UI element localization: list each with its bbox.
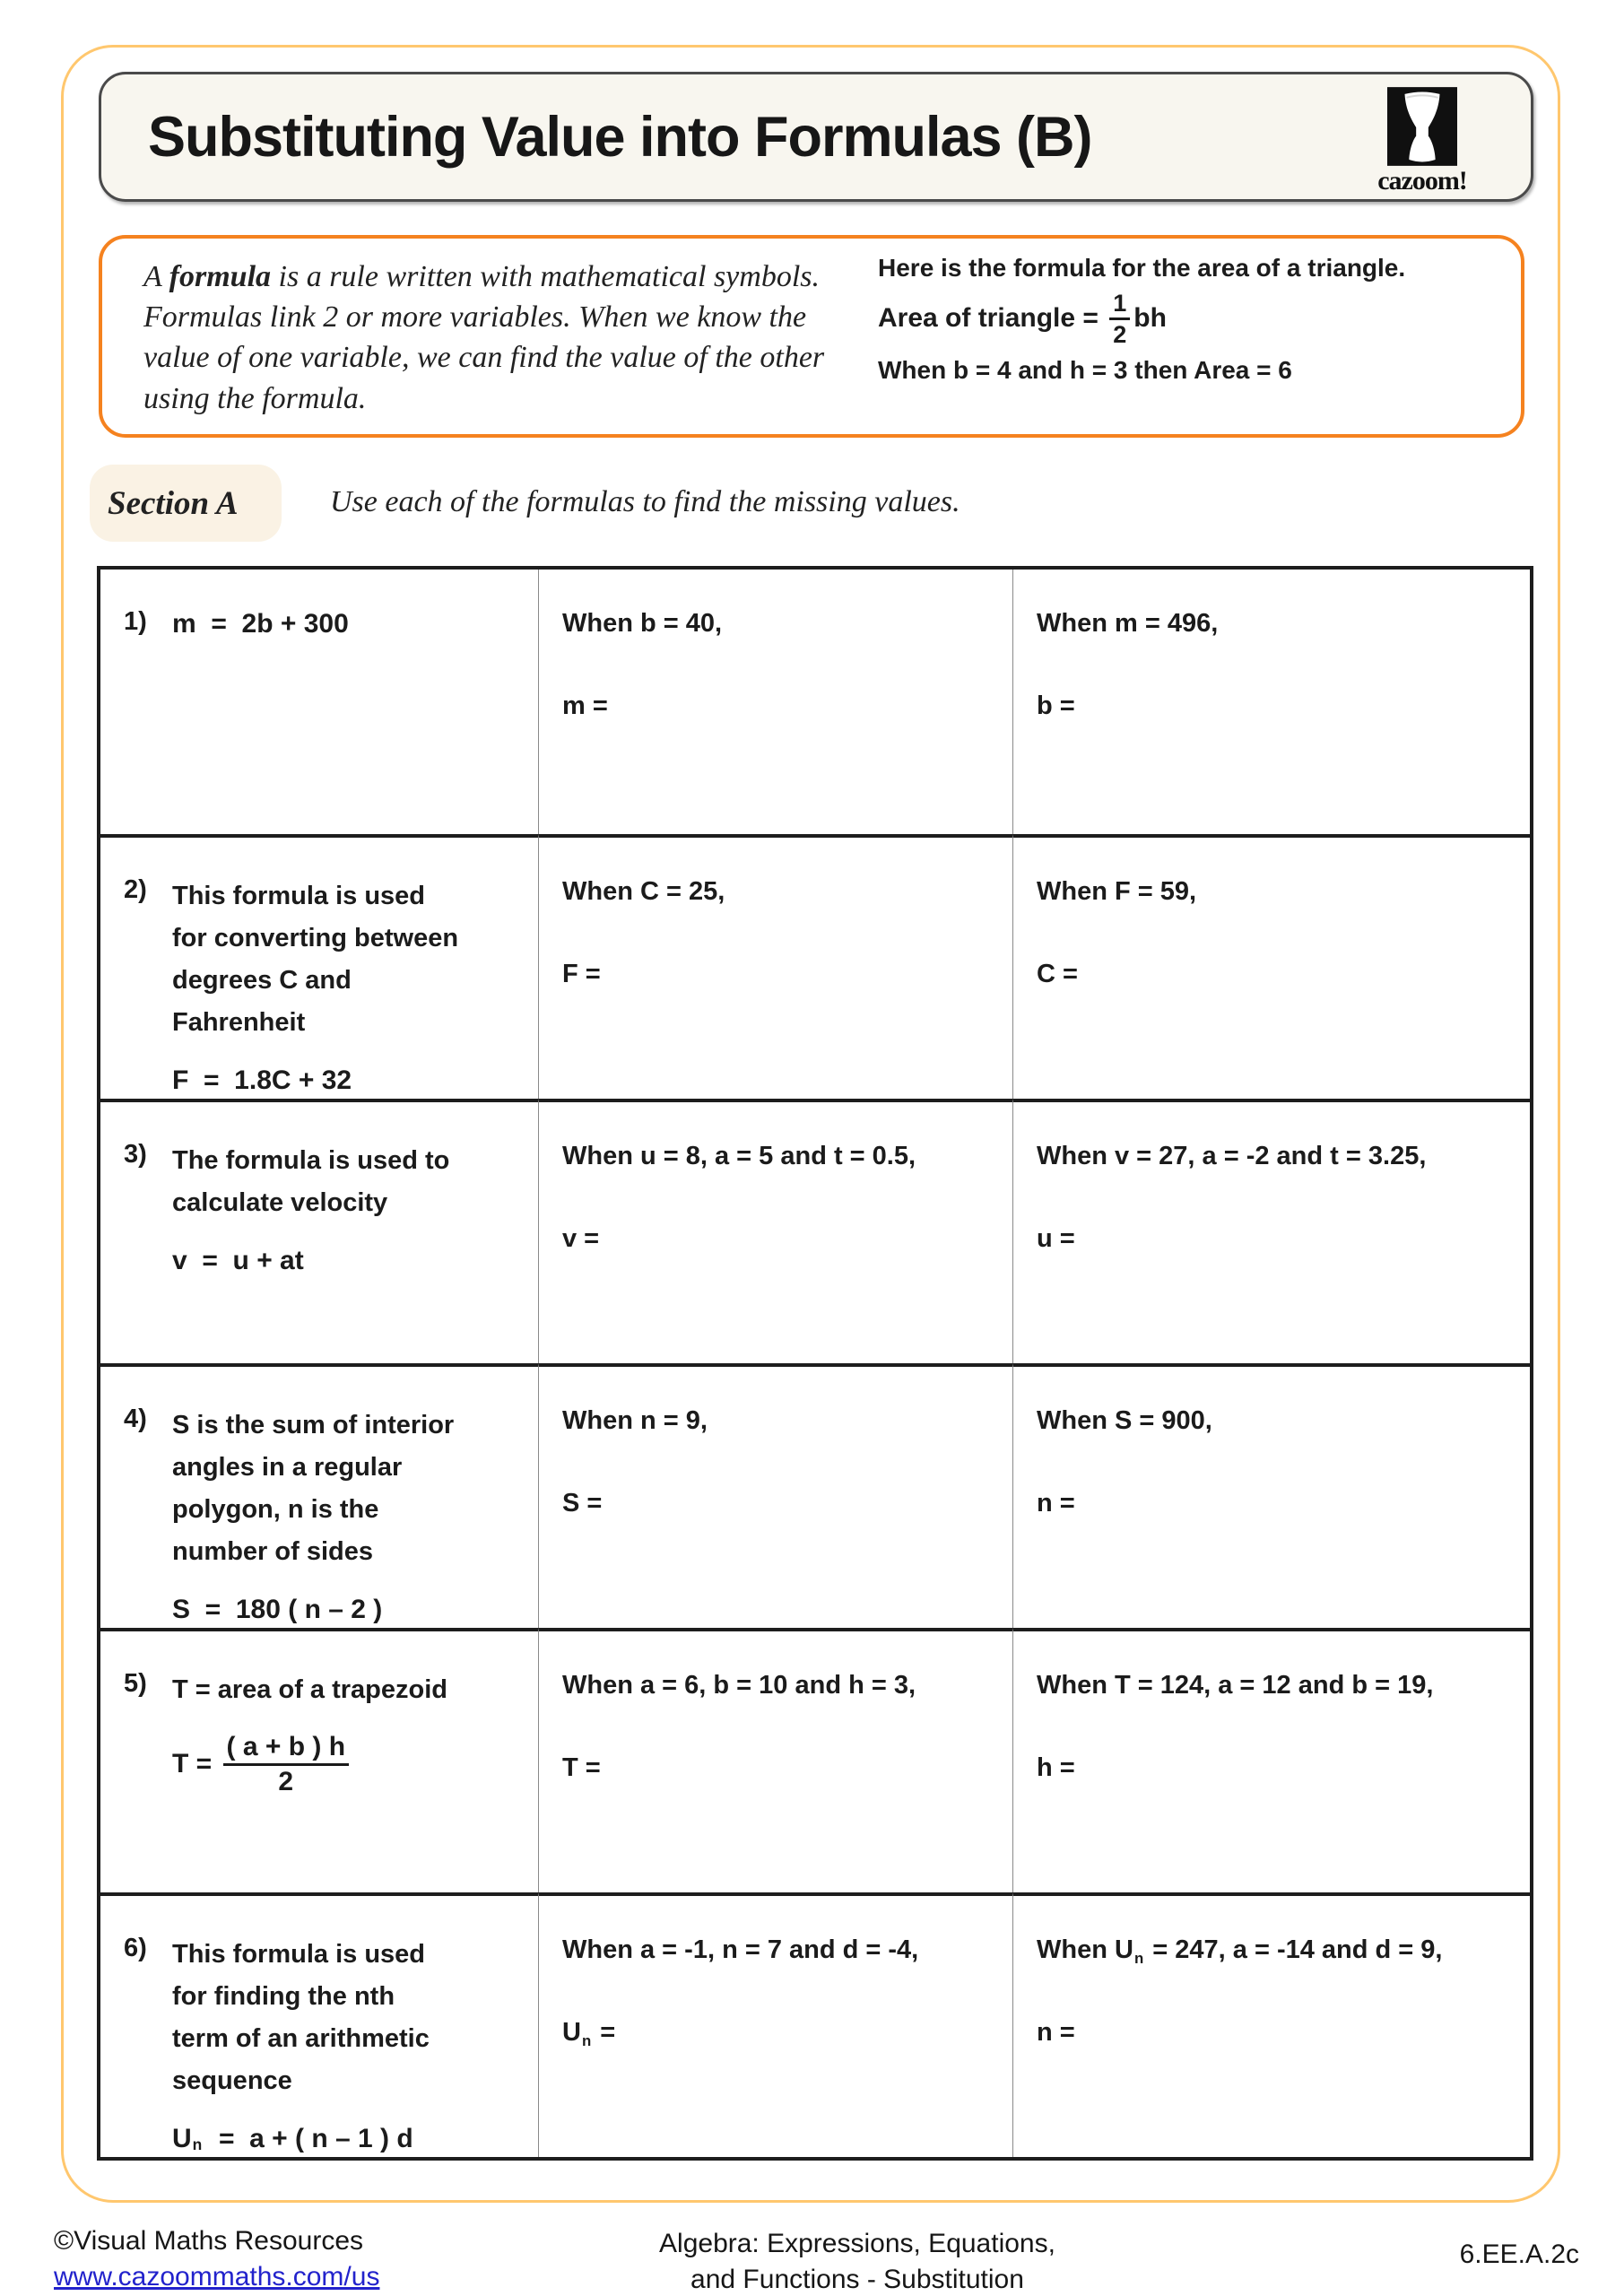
question-cell bbox=[100, 1363, 538, 1628]
example-heading: Here is the formula for the area of a triangle. bbox=[878, 254, 1406, 282]
question-description bbox=[172, 1405, 517, 1573]
title-box bbox=[99, 72, 1533, 202]
question-formula: U n = a + ( n – 1 ) d bbox=[172, 2124, 413, 2153]
question-body bbox=[172, 1934, 517, 2153]
question-description-line: calculate velocity bbox=[172, 1188, 388, 1217]
given-condition: When F = 59, bbox=[1037, 877, 1197, 906]
formula-suffix: bh bbox=[1133, 303, 1167, 334]
topic-label bbox=[543, 2226, 1171, 2296]
condition-cell bbox=[538, 1363, 1012, 1628]
question-description-line: This formula is used bbox=[172, 882, 425, 910]
question-cell bbox=[100, 1628, 538, 1892]
condition-cell bbox=[538, 1628, 1012, 1892]
intro-box bbox=[99, 235, 1524, 438]
answer-blank: F = bbox=[562, 960, 601, 989]
fraction bbox=[223, 1733, 350, 1796]
question-description-line: for finding the nth bbox=[172, 1982, 395, 2011]
copyright-text: ©Visual Maths Resources bbox=[54, 2226, 364, 2256]
question-description-line: T = area of a trapezoid bbox=[172, 1675, 448, 1704]
question-cell bbox=[100, 570, 538, 834]
question-description-line: degrees C and bbox=[172, 966, 352, 995]
answer-blank: $U_n$ = bbox=[562, 2018, 616, 2050]
answer-blank: v = bbox=[562, 1224, 600, 1254]
question-formula: m = 2b + 300 bbox=[172, 609, 349, 639]
answer-blank: u = bbox=[1037, 1224, 1075, 1254]
question-description-line: sequence bbox=[172, 2066, 292, 2095]
question-description-line: number of sides bbox=[172, 1537, 373, 1566]
example-conclusion: When b = 4 and h = 3 then Area = 6 bbox=[878, 356, 1292, 385]
given-condition: When $U_n = 247$, a = -14 and d = 9, bbox=[1037, 1935, 1443, 1967]
question-number: 4) bbox=[124, 1405, 147, 1433]
question-number: 5) bbox=[124, 1669, 147, 1698]
condition-cell bbox=[1012, 834, 1530, 1099]
question-number: 6) bbox=[124, 1934, 147, 1962]
section-instruction: Use each of the formulas to find the missing values. bbox=[330, 485, 960, 518]
question-description-line: Fahrenheit bbox=[172, 1008, 306, 1037]
question-description-line: polygon, n is the bbox=[172, 1495, 379, 1524]
question-description bbox=[172, 1669, 517, 1711]
given-condition: When C = 25, bbox=[562, 877, 725, 906]
question-formula: S = 180 ( n – 2 ) bbox=[172, 1595, 383, 1624]
example-formula bbox=[878, 291, 1506, 348]
topic-line-1: Algebra: Expressions, Equations, bbox=[659, 2229, 1055, 2258]
subscript: n bbox=[1133, 1949, 1144, 1967]
given-condition: When u = 8, a = 5 and t = 0.5, bbox=[562, 1142, 916, 1170]
condition-cell bbox=[538, 1892, 1012, 2157]
question-body bbox=[172, 1140, 517, 1349]
condition-cell bbox=[1012, 570, 1530, 834]
question-number: 3) bbox=[124, 1140, 147, 1169]
answer-blank: b = bbox=[1037, 691, 1075, 721]
formula-definition bbox=[143, 257, 870, 419]
condition-cell bbox=[1012, 1099, 1530, 1363]
question-body bbox=[172, 1405, 517, 1624]
question-description-line: This formula is used bbox=[172, 1940, 425, 1969]
condition-cell bbox=[538, 834, 1012, 1099]
condition-cell bbox=[1012, 1892, 1530, 2157]
condition-cell bbox=[1012, 1363, 1530, 1628]
question-cell bbox=[100, 1892, 538, 2157]
question-formula: T = $\frac{( a + b ) h}{2}$ bbox=[172, 1733, 517, 1796]
question-description-line: S is the sum of interior bbox=[172, 1411, 455, 1439]
question-number: 1) bbox=[124, 607, 147, 636]
standard-code: 6.EE.A.2c bbox=[1459, 2239, 1579, 2269]
question-formula: v = u + at bbox=[172, 1246, 304, 1275]
definition-pre: A bbox=[143, 260, 169, 293]
given-condition: When a = -1, n = 7 and d = -4, bbox=[562, 1935, 919, 1964]
question-number: 2) bbox=[124, 875, 147, 904]
answer-blank: C = bbox=[1037, 960, 1078, 989]
subscript: n bbox=[192, 2135, 203, 2153]
question-body bbox=[172, 1669, 517, 1878]
one-half-fraction bbox=[1109, 291, 1130, 348]
subscript: n bbox=[581, 2032, 592, 2050]
question-body bbox=[172, 607, 517, 820]
section-label bbox=[90, 465, 282, 542]
definition-bold-word: formula bbox=[169, 260, 272, 293]
condition-cell bbox=[538, 570, 1012, 834]
answer-blank: T = bbox=[562, 1753, 601, 1783]
definition-post: is a rule written with mathematical symbols. Formulas link 2 or more variables. When we know the value of one variable, we can find the value of the other using the formula. bbox=[143, 260, 825, 415]
given-condition: When S = 900, bbox=[1037, 1406, 1212, 1435]
question-description bbox=[172, 875, 517, 1044]
question-description-line: term of an arithmetic bbox=[172, 2024, 430, 2053]
condition-cell bbox=[1012, 1628, 1530, 1892]
question-description bbox=[172, 1140, 517, 1224]
question-formula: F = 1.8C + 32 bbox=[172, 1065, 352, 1095]
logo-brand-text: cazoom! bbox=[1377, 166, 1467, 196]
answer-blank: n = bbox=[1037, 2018, 1075, 2048]
answer-blank: S = bbox=[562, 1489, 603, 1518]
answer-blank: m = bbox=[562, 691, 608, 721]
given-condition: When b = 40, bbox=[562, 609, 723, 638]
question-description-line: angles in a regular bbox=[172, 1453, 403, 1482]
given-condition: When T = 124, a = 12 and b = 19, bbox=[1037, 1671, 1434, 1700]
given-condition: When n = 9, bbox=[562, 1406, 708, 1435]
question-cell bbox=[100, 1099, 538, 1363]
cazoom-logo bbox=[1364, 87, 1481, 196]
triangle-area-example bbox=[878, 253, 1506, 385]
page-title: Substituting Value into Formulas (B) bbox=[148, 105, 1092, 169]
section-label-text: Section A bbox=[108, 484, 239, 522]
given-condition: When v = 27, a = -2 and t = 3.25, bbox=[1037, 1142, 1427, 1170]
answer-blank: h = bbox=[1037, 1753, 1075, 1783]
question-description-line: The formula is used to bbox=[172, 1146, 450, 1175]
question-description-line: for converting between bbox=[172, 924, 459, 952]
question-description bbox=[172, 1934, 517, 2102]
topic-line-2: and Functions - Substitution bbox=[690, 2264, 1024, 2294]
answer-blank: n = bbox=[1037, 1489, 1075, 1518]
condition-cell bbox=[538, 1099, 1012, 1363]
fraction-denominator: 2 bbox=[278, 1766, 294, 1796]
given-condition: When a = 6, b = 10 and h = 3, bbox=[562, 1671, 916, 1700]
formula-prefix: Area of triangle = bbox=[878, 303, 1107, 334]
question-cell bbox=[100, 834, 538, 1099]
website-link[interactable]: www.cazoommaths.com/us bbox=[54, 2262, 380, 2292]
djembe-drum-icon bbox=[1364, 87, 1481, 166]
fraction-denominator: 2 bbox=[1113, 320, 1127, 348]
footer-left bbox=[54, 2226, 379, 2292]
question-body bbox=[172, 875, 517, 1095]
given-condition: When m = 496, bbox=[1037, 609, 1219, 638]
fraction-numerator: ( a + b ) h bbox=[223, 1733, 350, 1766]
worksheet-table bbox=[97, 566, 1533, 2161]
fraction-numerator: 1 bbox=[1109, 291, 1130, 320]
